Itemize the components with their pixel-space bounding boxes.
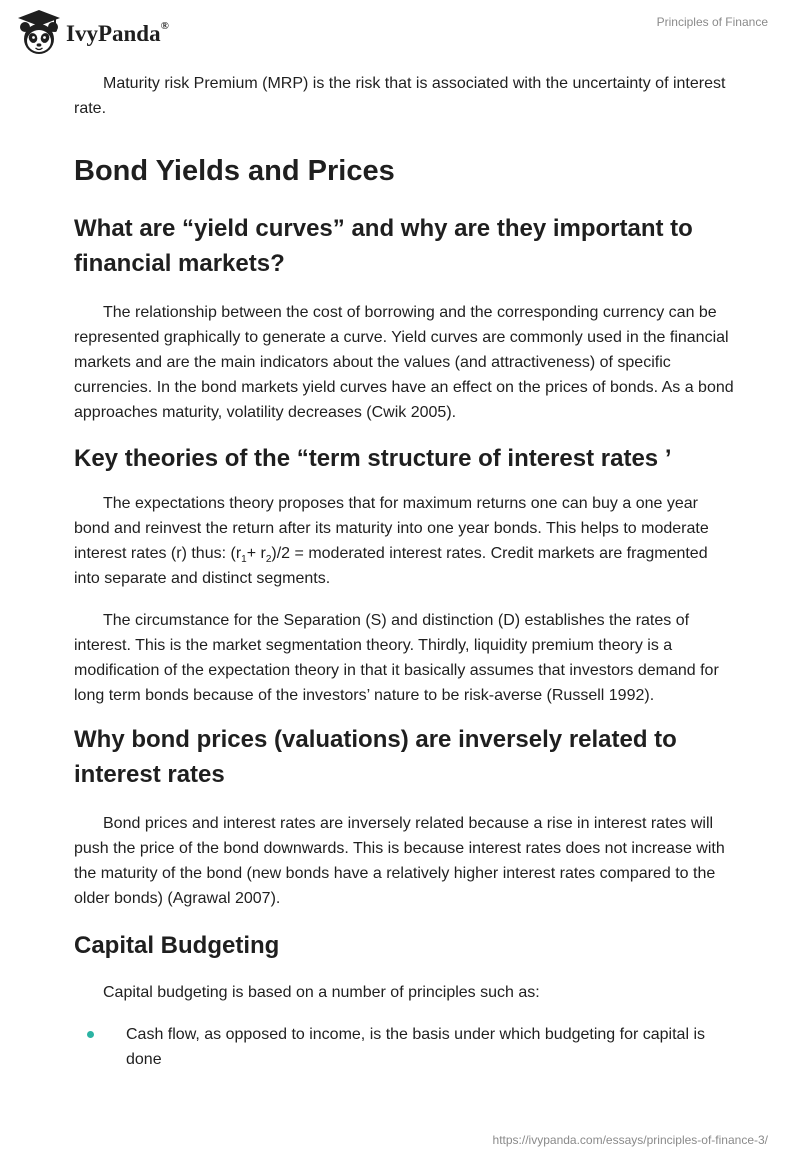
- capital-paragraph: Capital budgeting is based on a number of principles such as:: [103, 984, 540, 1001]
- yield-paragraph: The relationship between the cost of borrowing and the corresponding currency can be represented graphically to generate a curve. Yield curves are commonly used in the financial markets and are the main indicators about the values (and attractiveness) of specific currencies. In the bond markets yield curves have an effect on the prices of bonds. As a bond approaches maturity, volatility decreases (Cwik 2005).: [74, 304, 734, 421]
- heading-capital-budgeting: Capital Budgeting: [74, 932, 280, 959]
- logo-wordmark: IvyPanda®: [66, 20, 169, 46]
- term-paragraph-2: The circumstance for the Separation (S) and distinction (D) establishes the rates of interest. This is the market segmentation theory. Thirdly, liquidity premium theory is a modification of the expectation theory in that it basically assumes that investors demand for long term bonds because of the investors’ nature to be risk-averse (Russell 1992).: [74, 612, 719, 704]
- bullet-dot-icon: [87, 1031, 94, 1038]
- footer-url[interactable]: https://ivypanda.com/essays/principles-of-finance-3/: [492, 1133, 768, 1147]
- essay-content: [74, 71, 734, 1072]
- panda-graduate-icon: [14, 8, 64, 58]
- principles-list: [74, 1022, 734, 1072]
- list-item: Cash flow, as opposed to income, is the basis under which budgeting for capital is done: [74, 1022, 734, 1072]
- term-paragraph-1: The expectations theory proposes that for maximum returns one can buy a one year bond and reinvest the return after its maturity into one year bonds. This helps to moderate interest rates (r) thus: $(r_1+ r_2)/2$ = moderated interest rates. Credit markets are fragmented into separate and distinct segments.: [74, 495, 709, 587]
- bond-paragraph: Bond prices and interest rates are inversely related because a rise in interest rates will push the price of the bond downwards. This is because interest rates does not increase with the maturity of the bond (new bonds have a relatively higher interest rates compared to the older bonds) (Agrawal 2007).: [74, 815, 725, 907]
- intro-paragraph: Maturity risk Premium (MRP) is the risk that is associated with the uncertainty of interest rate.: [74, 75, 726, 117]
- document-title: Principles of Finance: [656, 15, 768, 29]
- heading-yield-curves: What are “yield curves” and why are they important to financial markets?: [74, 215, 693, 277]
- section-title-bond-yields: Bond Yields and Prices: [74, 155, 395, 187]
- ivypanda-logo[interactable]: [14, 8, 169, 58]
- heading-bond-prices: Why bond prices (valuations) are inversely related to interest rates: [74, 726, 677, 788]
- heading-term-structure: Key theories of the “term structure of interest rates ’: [74, 445, 672, 472]
